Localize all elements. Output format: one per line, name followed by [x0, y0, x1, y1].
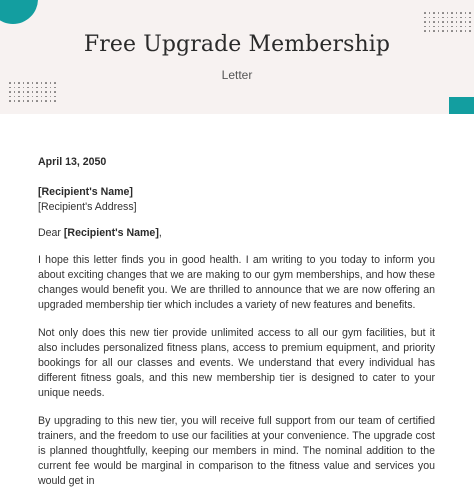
decorative-dot	[41, 91, 43, 93]
decorative-dot	[447, 26, 449, 28]
decorative-dot	[14, 82, 16, 84]
decorative-dot	[32, 96, 34, 98]
decorative-dot	[50, 96, 52, 98]
decorative-dot	[424, 17, 426, 19]
letter-date: April 13, 2050	[38, 156, 107, 168]
decorative-dot	[9, 100, 11, 102]
decorative-dot	[36, 82, 38, 84]
decorative-dot	[465, 26, 467, 28]
decorative-accent-bar	[449, 97, 474, 114]
decorative-dot	[469, 12, 471, 14]
decorative-dot	[14, 100, 16, 102]
decorative-dot	[465, 12, 467, 14]
decorative-dot	[23, 87, 25, 89]
decorative-dot	[18, 96, 20, 98]
decorative-dot	[50, 82, 52, 84]
decorative-dot	[9, 82, 11, 84]
decorative-dot	[429, 17, 431, 19]
paragraph-2: Not only does this new tier provide unlimited access to all our gym facilities, but it also includes personalized fitness plans, access to premium equipment, and priority bookings for all our classes and events. We understand that every individual has different fitness goals, and this new membership tier is designed to cater to your unique needs.	[38, 327, 435, 399]
decorative-dot	[45, 87, 47, 89]
decorative-dot	[465, 21, 467, 23]
decorative-dot	[18, 87, 20, 89]
decorative-dot	[23, 91, 25, 93]
decorative-dot	[442, 21, 444, 23]
decorative-dot	[424, 26, 426, 28]
decorative-dot	[54, 87, 56, 89]
decorative-dot	[18, 91, 20, 93]
decorative-dot	[54, 96, 56, 98]
decorative-dot	[32, 91, 34, 93]
decorative-dot	[41, 96, 43, 98]
decorative-dot	[451, 17, 453, 19]
decorative-dot	[54, 82, 56, 84]
decorative-dot	[469, 21, 471, 23]
decorative-dot	[41, 82, 43, 84]
decorative-dot	[429, 12, 431, 14]
letter-header	[0, 0, 474, 114]
decorative-dot	[469, 26, 471, 28]
decorative-dot	[442, 12, 444, 14]
decorative-dot	[469, 17, 471, 19]
decorative-dot	[14, 87, 16, 89]
decorative-dot	[27, 87, 29, 89]
decorative-dot	[451, 21, 453, 23]
decorative-dot	[447, 21, 449, 23]
decorative-dot	[32, 82, 34, 84]
decorative-dot	[14, 96, 16, 98]
decorative-dot	[36, 96, 38, 98]
decorative-dot	[438, 21, 440, 23]
decorative-dot	[456, 21, 458, 23]
decorative-dot	[456, 17, 458, 19]
decorative-dot	[32, 100, 34, 102]
recipient-address: [Recipient's Address]	[38, 201, 137, 213]
decorative-dot	[23, 100, 25, 102]
decorative-dot	[27, 100, 29, 102]
greeting-name: [Recipient's Name]	[63, 227, 159, 239]
decorative-dot	[41, 100, 43, 102]
recipient-block	[38, 185, 435, 215]
decorative-dot	[36, 100, 38, 102]
decorative-dot	[451, 26, 453, 28]
decorative-dot	[460, 26, 462, 28]
decorative-dot	[460, 12, 462, 14]
document-subtitle: Letter	[221, 68, 253, 82]
decorative-dot	[45, 96, 47, 98]
decorative-dot	[36, 91, 38, 93]
decorative-dot	[50, 87, 52, 89]
greeting-prefix: Dear	[38, 227, 64, 239]
decorative-dot	[447, 12, 449, 14]
decorative-dot	[433, 17, 435, 19]
decorative-dot	[460, 21, 462, 23]
decorative-dot	[23, 82, 25, 84]
decorative-dot	[465, 17, 467, 19]
decorative-circle	[0, 0, 38, 24]
document-title: Free Upgrade Membership	[83, 32, 391, 57]
decorative-dot	[456, 12, 458, 14]
decorative-dot	[456, 26, 458, 28]
decorative-dot	[36, 87, 38, 89]
decorative-dot	[433, 26, 435, 28]
decorative-dot	[460, 17, 462, 19]
greeting-suffix: ,	[158, 227, 162, 239]
decorative-dot	[27, 82, 29, 84]
decorative-dot	[451, 12, 453, 14]
decorative-dot	[45, 82, 47, 84]
decorative-dot	[447, 17, 449, 19]
decorative-dot	[438, 26, 440, 28]
decorative-dot	[41, 87, 43, 89]
paragraph-1: I hope this letter finds you in good health. I am writing to you today to inform you about exciting changes that we are making to our gym memberships, and how these changes would benefit you. We are thrilled to announce that we are now offering an upgraded membership tier which includes a variety of new features and benefits.	[38, 254, 435, 311]
decorative-dot	[18, 100, 20, 102]
decorative-dot	[438, 12, 440, 14]
decorative-dot-grid-bottom-left	[9, 82, 56, 102]
decorative-dot	[32, 87, 34, 89]
decorative-dot	[424, 12, 426, 14]
paragraph-3: By upgrading to this new tier, you will receive full support from our team of certified trainers, and the freedom to use our facilities at your convenience. The upgrade cost is planned thoughtfully, keeping our members in mind. The nominal addition to the current fee would be marginal in comparison to the fitness value and services you would get in	[38, 415, 435, 487]
greeting	[38, 226, 435, 241]
decorative-dot	[9, 96, 11, 98]
decorative-dot	[27, 91, 29, 93]
letter-body	[38, 155, 435, 489]
decorative-dot	[429, 21, 431, 23]
recipient-name: [Recipient's Name]	[38, 186, 133, 198]
decorative-dot	[433, 21, 435, 23]
decorative-dot	[27, 96, 29, 98]
decorative-dot-grid-top-right	[424, 12, 471, 32]
decorative-dot	[438, 17, 440, 19]
decorative-dot	[9, 87, 11, 89]
decorative-dot	[54, 100, 56, 102]
decorative-dot	[45, 91, 47, 93]
decorative-dot	[433, 12, 435, 14]
decorative-dot	[18, 82, 20, 84]
decorative-dot	[23, 96, 25, 98]
decorative-dot	[442, 26, 444, 28]
decorative-dot	[50, 100, 52, 102]
decorative-dot	[50, 91, 52, 93]
decorative-dot	[442, 17, 444, 19]
decorative-dot	[424, 21, 426, 23]
decorative-dot	[9, 91, 11, 93]
decorative-dot	[14, 91, 16, 93]
decorative-dot	[54, 91, 56, 93]
decorative-dot	[429, 26, 431, 28]
decorative-dot	[45, 100, 47, 102]
